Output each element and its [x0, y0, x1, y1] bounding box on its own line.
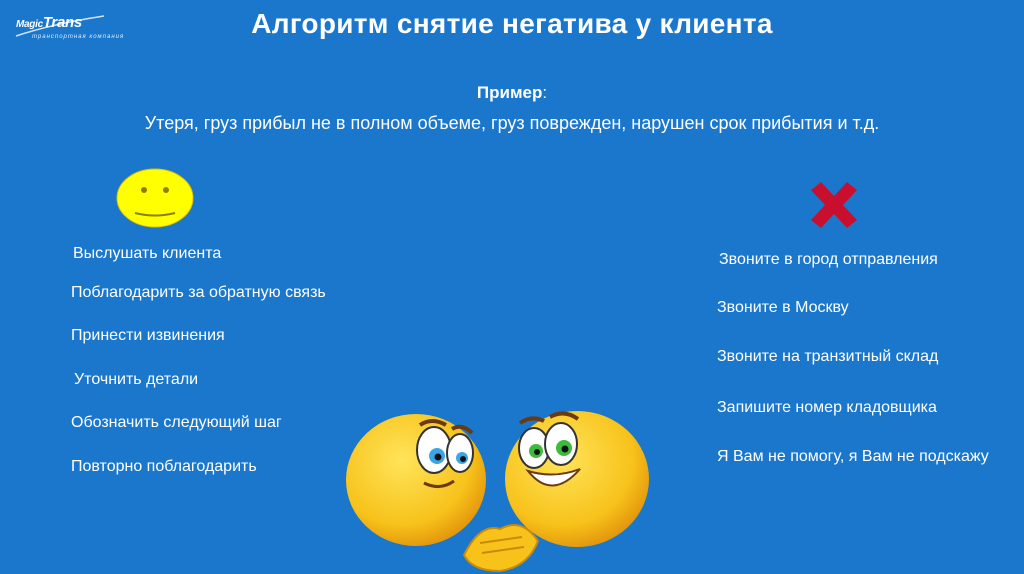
do-item-6: Повторно поблагодарить [71, 458, 257, 475]
handshake-emoji-illustration [340, 405, 660, 574]
do-item-2: Поблагодарить за обратную связь [71, 284, 326, 301]
do-item-4: Уточнить детали [74, 371, 199, 388]
logo-wordmark: MagicTrans [16, 14, 82, 31]
dont-item-3: Звоните на транзитный склад [717, 348, 939, 365]
smiley-face-icon [115, 168, 195, 228]
red-cross-icon [807, 180, 861, 230]
do-item-5: Обозначить следующий шаг [71, 414, 282, 431]
do-item-3: Принести извинения [71, 327, 225, 344]
logo-tagline: транспортная компания [32, 34, 125, 40]
example-text: Утеря, груз прибыл не в полном объеме, груз поврежден, нарушен срок прибытия и т.д. [144, 113, 880, 133]
dont-item-2: Звоните в Москву [717, 299, 849, 316]
dont-item-1: Звоните в город отправления [719, 251, 938, 268]
example-heading: Пример: [476, 83, 548, 102]
slide-title: Алгоритм снятие негатива у клиента [251, 8, 773, 39]
dont-item-5: Я Вам не помогу, я Вам не подскажу [717, 448, 989, 465]
do-item-1: Выслушать клиента [73, 245, 222, 262]
dont-item-4: Запишите номер кладовщика [717, 399, 937, 416]
